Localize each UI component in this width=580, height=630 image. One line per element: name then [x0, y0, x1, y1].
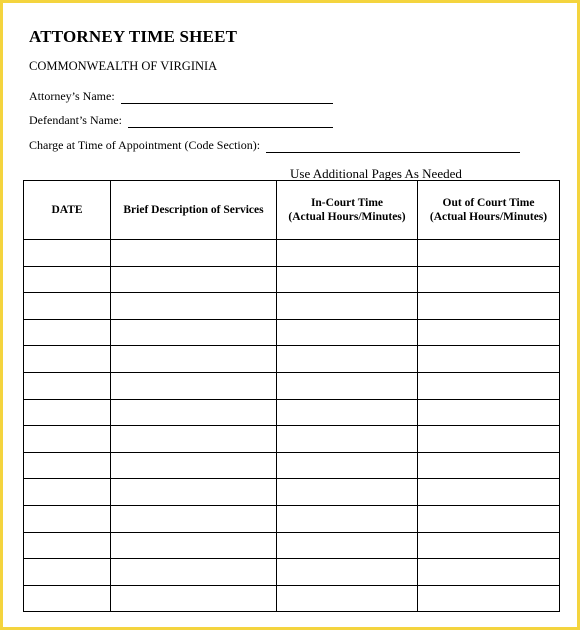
out-of-court-time-cell[interactable]	[418, 372, 560, 399]
out-of-court-time-cell[interactable]	[418, 293, 560, 320]
out-of-court-time-cell[interactable]	[418, 426, 560, 453]
table-row	[24, 319, 560, 346]
table-row	[24, 372, 560, 399]
additional-pages-note: Use Additional Pages As Needed	[290, 166, 462, 181]
out-of-court-time-cell[interactable]	[418, 346, 560, 373]
table-row	[24, 426, 560, 453]
out-of-court-time-cell[interactable]	[418, 585, 560, 612]
table-row	[24, 293, 560, 320]
description-cell[interactable]	[111, 319, 277, 346]
date-cell[interactable]	[24, 240, 111, 267]
defendant-name-field	[29, 113, 333, 128]
header-description: Brief Description of Services	[111, 181, 277, 240]
table-header-row	[24, 181, 560, 240]
in-court-time-cell[interactable]	[277, 346, 418, 373]
header-date: DATE	[24, 181, 111, 240]
in-court-time-cell[interactable]	[277, 319, 418, 346]
out-of-court-time-cell[interactable]	[418, 559, 560, 586]
description-cell[interactable]	[111, 452, 277, 479]
document-subtitle: COMMONWEALTH OF VIRGINIA	[29, 59, 218, 73]
out-of-court-time-cell[interactable]	[418, 452, 560, 479]
out-of-court-time-cell[interactable]	[418, 266, 560, 293]
description-cell[interactable]	[111, 479, 277, 506]
in-court-time-cell[interactable]	[277, 426, 418, 453]
out-of-court-time-cell[interactable]	[418, 319, 560, 346]
date-cell[interactable]	[24, 372, 111, 399]
date-cell[interactable]	[24, 426, 111, 453]
defendant-name-input[interactable]	[128, 115, 333, 128]
table-row	[24, 399, 560, 426]
description-cell[interactable]	[111, 293, 277, 320]
date-cell[interactable]	[24, 585, 111, 612]
in-court-time-cell[interactable]	[277, 585, 418, 612]
table-row	[24, 452, 560, 479]
document-page	[3, 3, 577, 627]
out-of-court-time-cell[interactable]	[418, 399, 560, 426]
document-title: ATTORNEY TIME SHEET	[29, 27, 238, 46]
table-row	[24, 479, 560, 506]
header-in-court-time: In-Court Time (Actual Hours/Minutes)	[277, 181, 418, 240]
table-row	[24, 559, 560, 586]
in-court-time-cell[interactable]	[277, 479, 418, 506]
description-cell[interactable]	[111, 585, 277, 612]
in-court-time-cell[interactable]	[277, 293, 418, 320]
in-court-time-cell[interactable]	[277, 559, 418, 586]
out-of-court-time-cell[interactable]	[418, 240, 560, 267]
out-of-court-time-cell[interactable]	[418, 479, 560, 506]
date-cell[interactable]	[24, 346, 111, 373]
table-row	[24, 532, 560, 559]
attorney-name-field	[29, 89, 333, 104]
in-court-time-cell[interactable]	[277, 372, 418, 399]
description-cell[interactable]	[111, 372, 277, 399]
table-row	[24, 266, 560, 293]
out-of-court-time-cell[interactable]	[418, 505, 560, 532]
in-court-time-cell[interactable]	[277, 399, 418, 426]
description-cell[interactable]	[111, 240, 277, 267]
in-court-time-cell[interactable]	[277, 505, 418, 532]
charge-code-field	[29, 138, 520, 153]
time-sheet-table	[23, 180, 560, 612]
in-court-time-cell[interactable]	[277, 532, 418, 559]
in-court-time-cell[interactable]	[277, 240, 418, 267]
description-cell[interactable]	[111, 559, 277, 586]
table-row	[24, 240, 560, 267]
date-cell[interactable]	[24, 479, 111, 506]
date-cell[interactable]	[24, 452, 111, 479]
date-cell[interactable]	[24, 399, 111, 426]
date-cell[interactable]	[24, 559, 111, 586]
description-cell[interactable]	[111, 426, 277, 453]
description-cell[interactable]	[111, 346, 277, 373]
charge-code-input[interactable]	[266, 140, 520, 153]
header-out-of-court-time: Out of Court Time (Actual Hours/Minutes)	[418, 181, 560, 240]
in-court-time-cell[interactable]	[277, 266, 418, 293]
attorney-name-label: Attorney’s Name:	[29, 89, 115, 103]
description-cell[interactable]	[111, 399, 277, 426]
out-of-court-time-cell[interactable]	[418, 532, 560, 559]
date-cell[interactable]	[24, 532, 111, 559]
attorney-name-input[interactable]	[121, 91, 333, 104]
description-cell[interactable]	[111, 532, 277, 559]
table-row	[24, 505, 560, 532]
table-row	[24, 346, 560, 373]
description-cell[interactable]	[111, 505, 277, 532]
description-cell[interactable]	[111, 266, 277, 293]
in-court-time-cell[interactable]	[277, 452, 418, 479]
table-body	[24, 240, 560, 612]
date-cell[interactable]	[24, 293, 111, 320]
defendant-name-label: Defendant’s Name:	[29, 113, 122, 127]
date-cell[interactable]	[24, 319, 111, 346]
date-cell[interactable]	[24, 505, 111, 532]
date-cell[interactable]	[24, 266, 111, 293]
table-row	[24, 585, 560, 612]
charge-code-label: Charge at Time of Appointment (Code Section):	[29, 138, 261, 152]
